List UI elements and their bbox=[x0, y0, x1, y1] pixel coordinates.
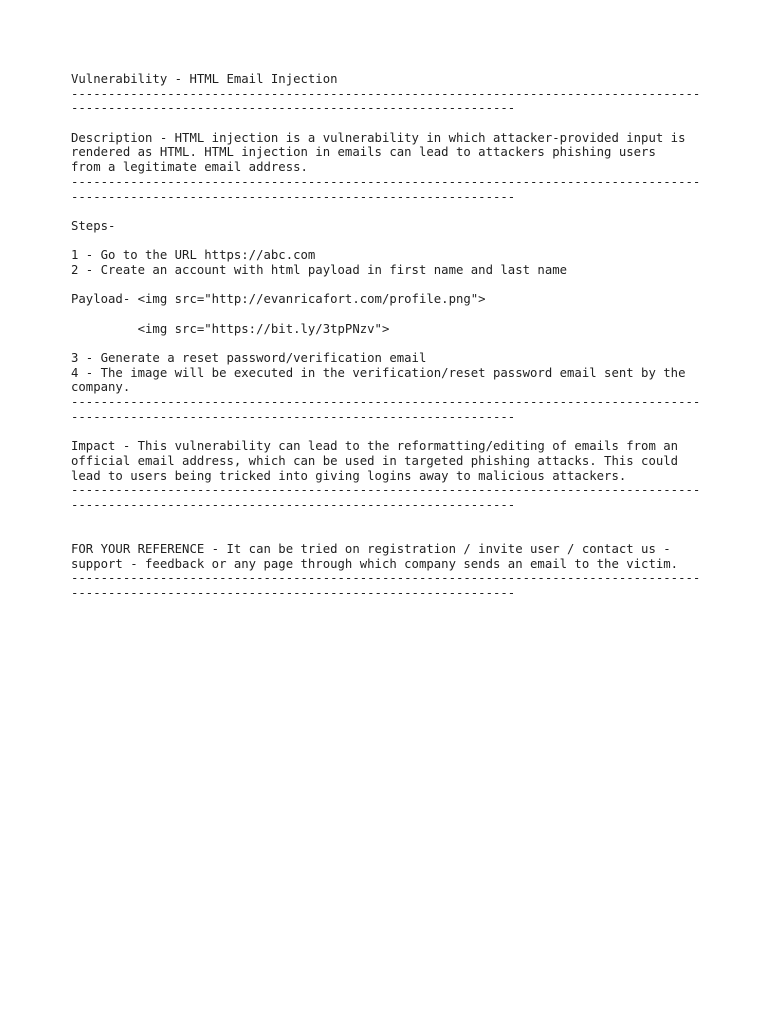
spacer bbox=[71, 336, 701, 351]
step-item: 1 - Go to the URL https://abc.com bbox=[71, 248, 316, 263]
separator-line: ------------------------------------------------------------------------------------- bbox=[71, 86, 701, 101]
separator-line: ------------------------------------------------------------ bbox=[71, 586, 516, 601]
description-section bbox=[71, 131, 701, 175]
spacer bbox=[71, 234, 701, 249]
spacer bbox=[71, 204, 701, 219]
impact-line: lead to users being tricked into giving logins away to malicious attackers. bbox=[71, 468, 627, 483]
separator-line: ------------------------------------------------------------------------------------- bbox=[71, 174, 701, 189]
spacer bbox=[71, 307, 701, 322]
steps-list bbox=[71, 248, 701, 277]
step-item: 2 - Create an account with html payload in first name and last name bbox=[71, 262, 568, 277]
spacer bbox=[71, 116, 701, 131]
reference-line: support - feedback or any page through which company sends an email to the victim. bbox=[71, 556, 679, 571]
separator-line: ------------------------------------------------------------------------------------- bbox=[71, 571, 701, 586]
separator-line: ------------------------------------------------------------------------------------- bbox=[71, 395, 701, 410]
steps-heading: Steps- bbox=[71, 218, 116, 233]
step-item: 3 - Generate a reset password/verification email bbox=[71, 351, 427, 366]
separator-line: ------------------------------------------------------------ bbox=[71, 497, 516, 512]
separator-line: ------------------------------------------------------------------------------------- bbox=[71, 483, 701, 498]
impact-section bbox=[71, 439, 701, 483]
impact-line: official email address, which can be used in targeted phishing attacks. This could bbox=[71, 453, 679, 468]
document-page bbox=[71, 72, 701, 601]
description-line: Description - HTML injection is a vulnerability in which attacker-provided input is bbox=[71, 130, 686, 145]
step-item: company. bbox=[71, 380, 131, 395]
spacer bbox=[71, 425, 701, 440]
spacer bbox=[71, 527, 701, 542]
document-title: Vulnerability - HTML Email Injection bbox=[71, 72, 338, 86]
reference-line: FOR YOUR REFERENCE - It can be tried on registration / invite user / contact us - bbox=[71, 542, 671, 556]
payload-line: Payload- <img src="http://evanricafort.com/profile.png"> bbox=[71, 292, 486, 307]
steps-list bbox=[71, 351, 701, 395]
reference-section bbox=[71, 542, 701, 571]
spacer bbox=[71, 278, 701, 293]
payload-line: <img src="https://bit.ly/3tpPNzv"> bbox=[71, 321, 390, 336]
step-item: 4 - The image will be executed in the verification/reset password email sent by the bbox=[71, 365, 686, 380]
description-line: rendered as HTML. HTML injection in emails can lead to attackers phishing users bbox=[71, 145, 656, 160]
separator-line: ------------------------------------------------------------ bbox=[71, 101, 516, 116]
impact-line: Impact - This vulnerability can lead to the reformatting/editing of emails from an bbox=[71, 439, 679, 454]
description-line: from a legitimate email address. bbox=[71, 160, 308, 175]
spacer bbox=[71, 513, 701, 528]
separator-line: ------------------------------------------------------------ bbox=[71, 409, 516, 424]
separator-line: ------------------------------------------------------------ bbox=[71, 189, 516, 204]
